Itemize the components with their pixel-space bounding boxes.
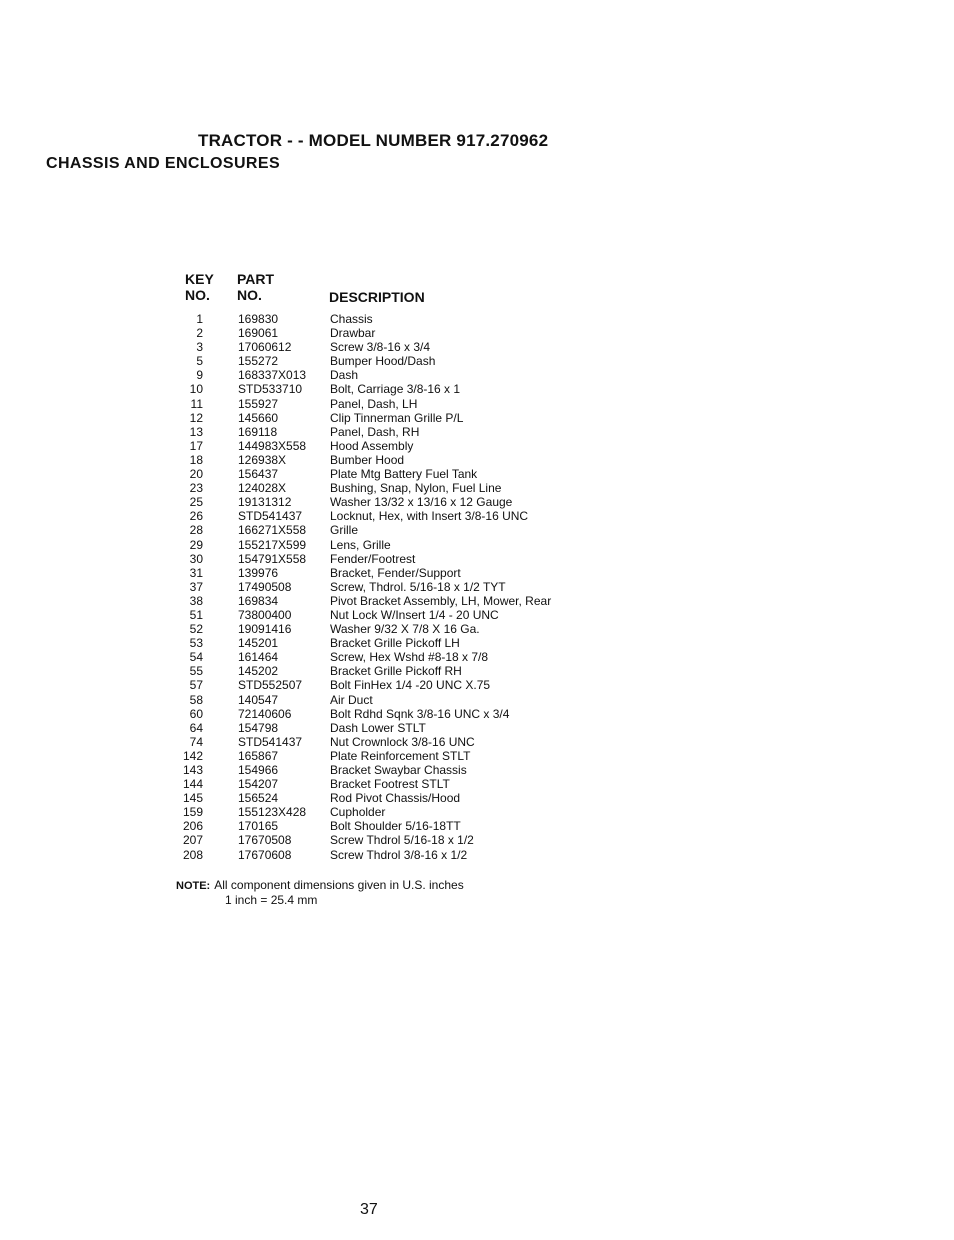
part-description: Nut Crownlock 3/8-16 UNC	[330, 734, 475, 749]
part-no: 169118	[238, 424, 278, 439]
part-no: 156524	[238, 791, 279, 806]
key-no: 3	[196, 340, 203, 355]
key-no: 74	[189, 734, 203, 749]
key-no: 143	[182, 763, 203, 777]
part-description: Bracket Swaybar Chassis	[330, 763, 467, 777]
table-row	[160, 326, 720, 340]
page-title: TRACTOR - - MODEL NUMBER 917.270962	[198, 131, 549, 150]
part-description: Washer 9/32 X 7/8 X 16 Ga.	[330, 622, 480, 637]
part-no: 170165	[238, 819, 279, 834]
table-row	[160, 425, 720, 439]
table-row	[160, 848, 720, 862]
part-no: 156437	[238, 467, 279, 482]
key-no: 5	[196, 354, 203, 369]
part-no: 154798	[238, 720, 279, 735]
part-description: Lens, Grille	[330, 537, 391, 552]
part-no: 17670608	[238, 847, 292, 862]
table-row	[160, 777, 720, 791]
note-label: NOTE:	[176, 880, 211, 892]
table-row	[160, 397, 720, 411]
description-column-header: DESCRIPTION	[329, 289, 425, 305]
key-no: 55	[189, 664, 203, 679]
table-row	[160, 411, 720, 425]
table-row	[160, 608, 720, 622]
table-row	[160, 594, 720, 608]
part-description: Hood Assembly	[330, 438, 414, 453]
table-row	[160, 678, 720, 692]
key-no: 144	[182, 777, 203, 792]
table-row	[160, 693, 720, 707]
part-no: STD552507	[238, 678, 303, 693]
key-no: 30	[189, 551, 203, 566]
table-row	[160, 650, 720, 664]
part-description: Bracket Footrest STLT	[330, 777, 450, 792]
part-no: STD533710	[238, 382, 303, 397]
part-no: 140547	[238, 692, 279, 707]
key-column-header	[185, 271, 214, 303]
part-description: Bushing, Snap, Nylon, Fuel Line	[330, 481, 502, 496]
key-header-line2: NO.	[185, 287, 210, 303]
part-no: 17490508	[238, 579, 292, 594]
table-row	[160, 819, 720, 833]
key-no: 58	[189, 692, 203, 707]
part-description: Drawbar	[330, 326, 376, 341]
part-description: Plate Reinforcement STLT	[330, 748, 471, 763]
table-row	[160, 481, 720, 495]
note-line1: All component dimensions given in U.S. inches	[214, 878, 464, 892]
table-row	[160, 354, 720, 368]
key-no: 64	[189, 720, 203, 735]
part-no: 154966	[238, 763, 279, 777]
part-no: 169061	[238, 326, 279, 341]
key-no: 20	[189, 467, 203, 482]
key-no: 10	[189, 382, 203, 397]
table-row	[160, 791, 720, 805]
part-no: 126938X	[238, 452, 287, 467]
part-description: Grille	[330, 523, 359, 538]
part-no: STD541437	[238, 734, 303, 749]
table-row	[160, 312, 720, 326]
part-no: 155927	[238, 396, 279, 411]
key-no: 142	[182, 748, 203, 763]
part-no: 168337X013	[238, 368, 307, 383]
part-description: Cupholder	[330, 805, 386, 820]
part-header-line2: NO.	[237, 287, 262, 303]
table-row	[160, 552, 720, 566]
table-row	[160, 833, 720, 847]
note	[176, 878, 464, 907]
part-description: Chassis	[330, 312, 373, 326]
key-no: 17	[189, 438, 203, 453]
part-description: Rod Pivot Chassis/Hood	[330, 791, 461, 806]
part-no: 19091416	[238, 622, 292, 637]
part-no: 72140606	[238, 706, 292, 721]
table-row	[160, 538, 720, 552]
part-description: Fender/Footrest	[330, 551, 416, 566]
part-no: 154791X558	[238, 551, 307, 566]
part-description: Bolt, Carriage 3/8-16 x 1	[330, 382, 461, 397]
part-no: 17670508	[238, 833, 292, 848]
key-no: 2	[196, 326, 203, 341]
part-no: STD541437	[238, 509, 303, 524]
table-row	[160, 340, 720, 354]
part-description: Screw 3/8-16 x 3/4	[330, 340, 431, 355]
key-no: 11	[190, 396, 203, 411]
key-no: 37	[189, 579, 203, 594]
note-line2: 1 inch = 25.4 mm	[225, 893, 318, 907]
table-row	[160, 368, 720, 382]
part-description: Panel, Dash, LH	[330, 396, 418, 411]
table-row	[160, 495, 720, 509]
key-no: 38	[189, 593, 203, 608]
part-description: Washer 13/32 x 13/16 x 12 Gauge	[330, 495, 513, 510]
table-row	[160, 580, 720, 594]
part-description: Dash	[330, 368, 359, 383]
part-description: Panel, Dash, RH	[330, 424, 420, 439]
table-row	[160, 805, 720, 819]
key-no: 25	[189, 495, 203, 510]
part-description: Plate Mtg Battery Fuel Tank	[330, 467, 478, 482]
part-no: 73800400	[238, 607, 292, 622]
table-row	[160, 763, 720, 777]
key-no: 9	[196, 368, 203, 383]
key-no: 26	[189, 509, 203, 524]
parts-list	[160, 312, 720, 862]
part-description: Clip Tinnerman Grille P/L	[330, 410, 464, 425]
part-description: Screw, Thdrol. 5/16-18 x 1/2 TYT	[330, 579, 506, 594]
part-no: 124028X	[238, 481, 287, 496]
part-description: Bolt Rdhd Sqnk 3/8-16 UNC x 3/4	[330, 706, 510, 721]
key-no: 53	[189, 636, 203, 651]
key-no: 60	[189, 706, 203, 721]
key-no: 1	[196, 312, 203, 326]
part-description: Bracket Grille Pickoff RH	[330, 664, 462, 679]
part-no: 154207	[238, 777, 279, 792]
key-no: 208	[182, 847, 203, 862]
key-no: 57	[189, 678, 203, 693]
key-no: 52	[189, 622, 203, 637]
part-no: 161464	[238, 650, 279, 665]
part-no: 17060612	[238, 340, 292, 355]
part-description: Bumper Hood/Dash	[330, 354, 436, 369]
table-row	[160, 453, 720, 467]
table-row	[160, 622, 720, 636]
part-description: Screw Thdrol 5/16-18 x 1/2	[330, 833, 474, 848]
part-no: 165867	[238, 748, 279, 763]
part-description: Pivot Bracket Assembly, LH, Mower, Rear	[330, 593, 552, 608]
key-no: 159	[182, 805, 203, 820]
part-description: Locknut, Hex, with Insert 3/8-16 UNC	[330, 509, 529, 524]
table-row	[160, 523, 720, 537]
table-row	[160, 707, 720, 721]
part-no: 145202	[238, 664, 279, 679]
table-row	[160, 509, 720, 523]
part-description: Air Duct	[330, 692, 373, 707]
key-no: 51	[189, 607, 203, 622]
part-description: Dash Lower STLT	[330, 720, 426, 735]
part-no: 155217X599	[238, 537, 307, 552]
key-no: 207	[182, 833, 203, 848]
part-description: Bolt Shoulder 5/16-18TT	[330, 819, 461, 834]
part-description: Screw Thdrol 3/8-16 x 1/2	[330, 847, 468, 862]
key-no: 18	[189, 452, 203, 467]
table-row	[160, 467, 720, 481]
table-row	[160, 664, 720, 678]
table-row	[160, 735, 720, 749]
part-no: 169834	[238, 593, 279, 608]
section-title: CHASSIS AND ENCLOSURES	[46, 155, 281, 172]
part-no: 19131312	[238, 495, 292, 510]
part-description: Nut Lock W/Insert 1/4 - 20 UNC	[330, 607, 499, 622]
key-no: 54	[189, 650, 203, 665]
key-no: 23	[189, 481, 203, 496]
page-number: 37	[360, 1201, 378, 1218]
key-no: 28	[189, 523, 203, 538]
key-header-line1: KEY	[185, 271, 214, 287]
key-no: 13	[189, 424, 203, 439]
part-no: 144983X558	[238, 438, 307, 453]
part-description: Screw, Hex Wshd #8-18 x 7/8	[330, 650, 489, 665]
part-no: 155272	[238, 354, 279, 369]
key-no: 31	[189, 565, 203, 580]
key-no: 206	[182, 819, 203, 834]
part-header-line1: PART	[237, 271, 275, 287]
key-no: 12	[189, 410, 203, 425]
part-no: 145201	[238, 636, 279, 651]
part-description: Bumber Hood	[330, 452, 405, 467]
part-description: Bracket, Fender/Support	[330, 565, 461, 580]
table-row	[160, 749, 720, 763]
part-no: 155123X428	[238, 805, 307, 820]
table-row	[160, 382, 720, 396]
table-row	[160, 566, 720, 580]
part-no: 145660	[238, 410, 279, 425]
table-row	[160, 721, 720, 735]
key-no: 145	[182, 791, 203, 806]
part-description: Bracket Grille Pickoff LH	[330, 636, 460, 651]
key-no: 29	[189, 537, 203, 552]
part-no: 139976	[238, 565, 279, 580]
part-no: 166271X558	[238, 523, 307, 538]
table-row	[160, 439, 720, 453]
part-column-header	[237, 271, 274, 303]
table-row	[160, 636, 720, 650]
part-description: Bolt FinHex 1/4 -20 UNC X.75	[330, 678, 491, 693]
part-no: 169830	[238, 312, 279, 326]
